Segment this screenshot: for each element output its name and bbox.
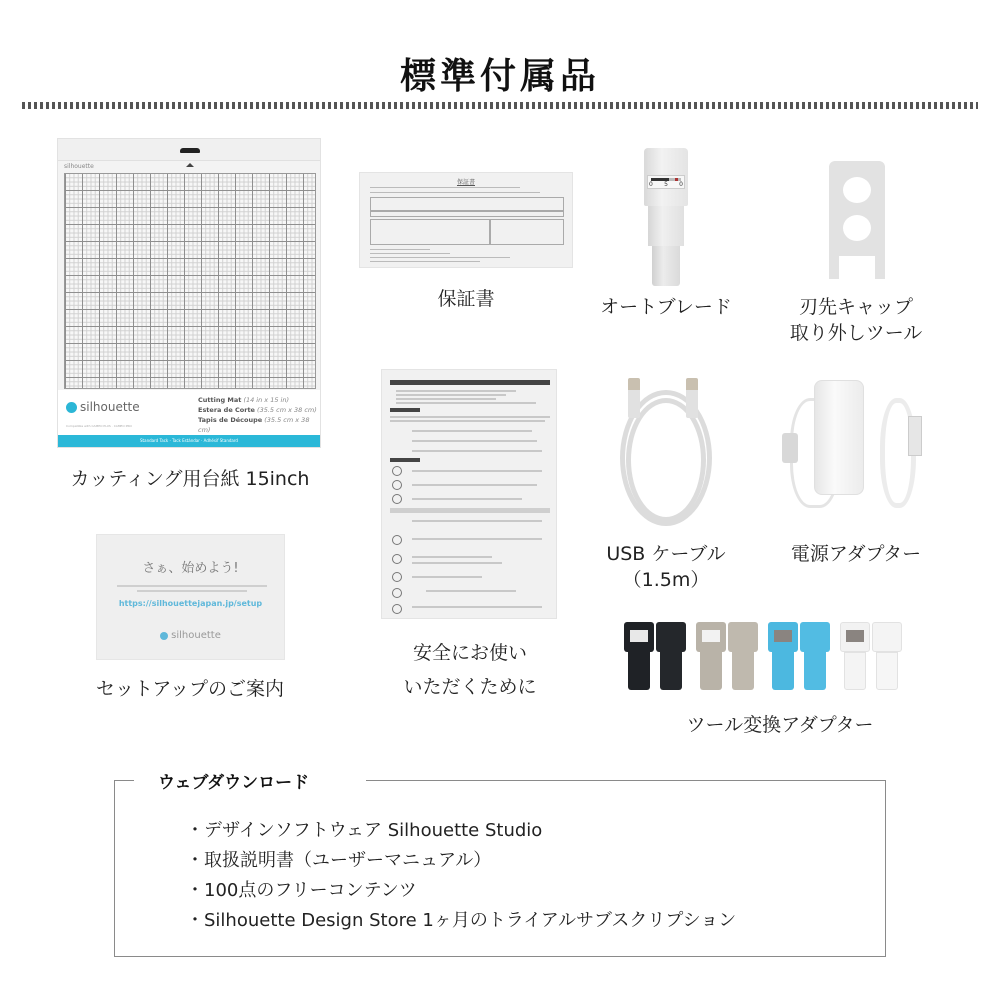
blade-body bbox=[648, 206, 684, 246]
text-line bbox=[396, 402, 536, 404]
text-line bbox=[412, 520, 542, 522]
adapter-pair-taupe bbox=[696, 622, 758, 694]
scale-label: 0 bbox=[679, 181, 683, 188]
setup-caption: セットアップのご案内 bbox=[95, 678, 285, 700]
header-bar bbox=[390, 380, 550, 385]
adapter-pair-blue bbox=[768, 622, 830, 694]
text-line bbox=[412, 556, 492, 558]
tool-leg bbox=[875, 256, 885, 279]
text-line bbox=[370, 187, 520, 188]
scale-label: 5 bbox=[664, 181, 668, 188]
adapter-pair-black bbox=[624, 622, 686, 694]
mat-info-size: (35.5 cm x 38 cm) bbox=[198, 416, 310, 434]
usb-cable-image bbox=[616, 378, 716, 528]
form-box bbox=[490, 219, 564, 245]
text-line bbox=[396, 398, 496, 400]
usb-caption-1: USB ケーブル bbox=[606, 543, 726, 565]
mat-brand: silhouette bbox=[80, 400, 140, 414]
mat-hanger-icon bbox=[58, 139, 320, 161]
box-border-top-left bbox=[114, 780, 134, 781]
page-title: 標準付属品 bbox=[399, 56, 600, 97]
setup-url: https://silhouettejapan.jp/setup bbox=[118, 599, 263, 608]
warning-icon bbox=[392, 466, 402, 476]
mat-subtext: Compatible with CAMEO PLUS · CAMEO PRO bbox=[66, 424, 132, 428]
mat-info-name: Estera de Corte bbox=[198, 406, 255, 414]
warranty-caption: 保証書 bbox=[437, 288, 495, 310]
list-item: ・100点のフリーコンテンツ bbox=[186, 880, 417, 901]
safety-manual-image bbox=[381, 369, 557, 619]
text-line bbox=[137, 590, 247, 592]
box-border-top-right bbox=[366, 780, 886, 781]
cutting-mat-image bbox=[57, 138, 321, 448]
blade-tip bbox=[652, 246, 680, 286]
prohibited-icon bbox=[392, 480, 402, 490]
prohibited-icon bbox=[392, 572, 402, 582]
setup-card-image bbox=[96, 534, 285, 660]
adapter-pair-white bbox=[840, 622, 902, 694]
mat-label bbox=[58, 390, 320, 437]
text-line bbox=[390, 416, 550, 418]
warranty-doc-title: 保証書 bbox=[456, 179, 475, 186]
prohibited-icon bbox=[392, 588, 402, 598]
list-item: ・Silhouette Design Store 1ヶ月のトライアルサブスクリプション bbox=[186, 910, 737, 931]
text-line bbox=[390, 420, 545, 422]
autoblade-image bbox=[644, 148, 688, 290]
mat-info-name: Tapis de Découpe bbox=[198, 416, 263, 424]
text-line bbox=[412, 606, 542, 608]
mat-info-size: (14 in x 15 in) bbox=[243, 396, 290, 404]
cutting-mat-caption: カッティング用台紙 15inch bbox=[70, 468, 310, 490]
autoblade-caption: オートブレード bbox=[600, 296, 732, 318]
tool-plate bbox=[829, 161, 885, 256]
tool-hole bbox=[843, 215, 871, 241]
form-box bbox=[370, 197, 564, 211]
tool-adapters-caption: ツール変換アダプター bbox=[686, 714, 874, 736]
ferrite-core bbox=[782, 433, 798, 463]
mat-brand-small: silhouette bbox=[64, 163, 94, 170]
setup-brand: silhouette bbox=[171, 630, 221, 641]
setup-headline: さぁ、始めよう! bbox=[142, 561, 239, 576]
usb-a-plug bbox=[628, 378, 640, 418]
section-bar bbox=[390, 458, 420, 462]
text-line bbox=[370, 192, 540, 193]
text-line bbox=[412, 430, 532, 432]
usb-b-plug bbox=[686, 378, 698, 418]
text-line bbox=[412, 576, 482, 578]
mat-info bbox=[198, 395, 320, 435]
form-box bbox=[370, 219, 490, 245]
scale-label: 0 bbox=[649, 181, 653, 188]
text-line bbox=[370, 261, 480, 262]
text-line bbox=[117, 585, 267, 587]
safety-caption-2: いただくために bbox=[403, 676, 537, 698]
blade-scale bbox=[647, 175, 685, 189]
text-line bbox=[412, 484, 537, 486]
text-line bbox=[370, 253, 450, 254]
list-item: ・取扱説明書（ユーザーマニュアル） bbox=[186, 850, 492, 871]
caution-icon bbox=[392, 494, 402, 504]
mat-info-name: Cutting Mat bbox=[198, 396, 242, 404]
tool-leg bbox=[829, 256, 839, 279]
tool-hole bbox=[843, 177, 871, 203]
text-line bbox=[412, 538, 542, 540]
usb-caption-2: （1.5m） bbox=[622, 569, 710, 591]
prohibited-icon bbox=[392, 554, 402, 564]
mat-grid bbox=[64, 173, 316, 389]
silhouette-logo bbox=[97, 630, 284, 641]
text-line bbox=[370, 257, 510, 258]
text-line bbox=[412, 440, 537, 442]
warranty-image bbox=[359, 172, 573, 268]
text-line bbox=[396, 394, 506, 396]
section-bar bbox=[390, 408, 420, 412]
mat-tack-band: Standard Tack · Tack Estándar · Adhésif Standard bbox=[58, 435, 320, 447]
cap-tool-caption-1: 刃先キャップ bbox=[798, 296, 913, 318]
silhouette-logo-icon bbox=[160, 632, 168, 640]
cap-tool-caption-2: 取り外しツール bbox=[789, 322, 923, 344]
tool-adapters-image bbox=[624, 622, 924, 694]
cap-removal-tool-image bbox=[829, 161, 885, 279]
silhouette-logo-icon bbox=[66, 402, 77, 413]
section-bar bbox=[390, 508, 550, 513]
text-line bbox=[370, 249, 430, 250]
text-line bbox=[412, 562, 502, 564]
text-line bbox=[396, 390, 516, 392]
list-item: ・デザインソフトウェア Silhouette Studio bbox=[186, 820, 543, 841]
text-line bbox=[426, 590, 516, 592]
mat-arrow-icon bbox=[186, 163, 194, 167]
text-line bbox=[412, 498, 522, 500]
adapter-brick bbox=[814, 380, 864, 495]
form-box bbox=[370, 211, 564, 217]
dotted-divider bbox=[22, 102, 978, 109]
prohibited-icon bbox=[392, 535, 402, 545]
power-adapter-caption: 電源アダプター bbox=[790, 543, 922, 565]
power-adapter-image bbox=[770, 378, 940, 528]
web-download-title: ウェブダウンロード bbox=[158, 773, 310, 793]
mat-info-size: (35.5 cm x 38 cm) bbox=[257, 406, 317, 414]
prohibited-icon bbox=[392, 604, 402, 614]
silhouette-logo bbox=[66, 400, 140, 414]
web-download-list bbox=[186, 816, 736, 936]
ac-plug bbox=[908, 416, 922, 456]
safety-caption-1: 安全にお使い bbox=[412, 642, 527, 664]
text-line bbox=[412, 450, 542, 452]
text-line bbox=[412, 470, 542, 472]
